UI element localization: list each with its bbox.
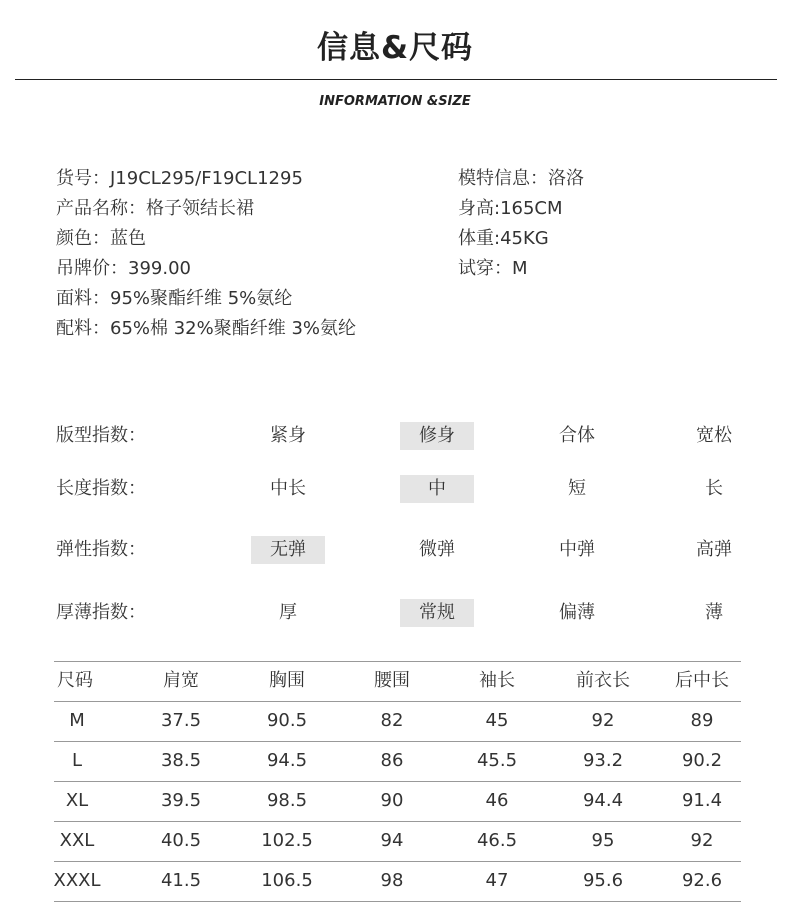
- table-cell: 38.5: [160, 750, 202, 771]
- index-row: [0, 599, 790, 627]
- table-cell: 45.5: [476, 750, 518, 771]
- product-info-item: 颜色：蓝色: [56, 228, 146, 249]
- index-label: 弹性指数：: [56, 539, 146, 560]
- index-option: 微弹: [419, 539, 455, 560]
- index-label: 厚薄指数：: [56, 602, 146, 623]
- table-rule: [54, 901, 741, 902]
- table-cell: XL: [65, 790, 89, 811]
- table-cell: 102.5: [261, 830, 313, 851]
- table-cell: 90: [380, 790, 404, 811]
- index-label: 长度指数：: [56, 478, 146, 499]
- model-info-item: 试穿：M: [458, 258, 528, 279]
- index-option: 合体: [559, 425, 595, 446]
- index-option-selected: 中: [400, 475, 474, 503]
- index-option: 偏薄: [559, 602, 595, 623]
- index-label: 版型指数：: [56, 425, 146, 446]
- product-info-item: 产品名称：格子领结长裙: [56, 198, 254, 219]
- product-info-item: 货号：J19CL295/F19CL1295: [56, 168, 303, 189]
- table-cell: 94.5: [266, 750, 308, 771]
- product-info-column: [56, 164, 356, 344]
- table-cell: 90.2: [681, 750, 723, 771]
- index-option: 高弹: [696, 539, 732, 560]
- table-header-cell: 后中长: [675, 670, 729, 691]
- table-cell: 95.6: [582, 870, 624, 891]
- index-option: 中长: [270, 478, 306, 499]
- product-info-item: 配料：65%棉 32%聚酯纤维 3%氨纶: [56, 318, 357, 339]
- index-option: 长: [705, 478, 723, 499]
- page-title: 信息&尺码: [316, 30, 474, 66]
- index-row: [0, 422, 790, 450]
- table-cell: 92: [690, 830, 714, 851]
- index-option: 厚: [279, 602, 297, 623]
- index-option: 薄: [705, 602, 723, 623]
- product-info-item: 吊牌价：399.00: [56, 258, 191, 279]
- table-cell: 95: [591, 830, 615, 851]
- table-cell: 92.6: [681, 870, 723, 891]
- table-cell: XXXL: [53, 870, 101, 891]
- table-cell: 41.5: [160, 870, 202, 891]
- index-option-selected: 常规: [400, 599, 474, 627]
- table-header-cell: 尺码: [57, 670, 93, 691]
- table-cell: 106.5: [261, 870, 313, 891]
- index-row: [0, 536, 790, 564]
- index-option: 中弹: [559, 539, 595, 560]
- title-divider: [15, 79, 777, 80]
- table-cell: 92: [591, 710, 615, 731]
- table-cell: 40.5: [160, 830, 202, 851]
- model-info-item: 模特信息：洛洛: [458, 168, 584, 189]
- table-cell: 90.5: [266, 710, 308, 731]
- index-option: 宽松: [696, 425, 732, 446]
- table-cell: 91.4: [681, 790, 723, 811]
- table-cell: L: [71, 750, 83, 771]
- index-option: 短: [568, 478, 586, 499]
- table-cell: 93.2: [582, 750, 624, 771]
- table-header-cell: 肩宽: [163, 670, 199, 691]
- table-cell: 47: [485, 870, 509, 891]
- table-cell: 46: [485, 790, 509, 811]
- model-info-column: [458, 164, 584, 284]
- table-cell: XXL: [59, 830, 95, 851]
- table-cell: 86: [380, 750, 404, 771]
- table-header-cell: 胸围: [269, 670, 305, 691]
- table-cell: 45: [485, 710, 509, 731]
- index-option-selected: 无弹: [251, 536, 325, 564]
- table-cell: 94.4: [582, 790, 624, 811]
- table-header-cell: 前衣长: [576, 670, 630, 691]
- model-info-item: 体重:45KG: [458, 228, 549, 249]
- table-cell: 98.5: [266, 790, 308, 811]
- table-cell: 82: [380, 710, 404, 731]
- index-option-selected: 修身: [400, 422, 474, 450]
- page-subtitle: INFORMATION &SIZE: [319, 94, 471, 109]
- index-option: 紧身: [270, 425, 306, 446]
- product-info-item: 面料：95%聚酯纤维 5%氨纶: [56, 288, 293, 309]
- table-header-cell: 袖长: [479, 670, 515, 691]
- table-cell: 89: [690, 710, 714, 731]
- index-row: [0, 475, 790, 503]
- table-cell: 46.5: [476, 830, 518, 851]
- table-cell: 37.5: [160, 710, 202, 731]
- table-header-cell: 腰围: [374, 670, 410, 691]
- table-cell: 98: [380, 870, 404, 891]
- model-info-item: 身高:165CM: [458, 198, 563, 219]
- table-cell: 39.5: [160, 790, 202, 811]
- table-cell: M: [69, 710, 85, 731]
- table-cell: 94: [380, 830, 404, 851]
